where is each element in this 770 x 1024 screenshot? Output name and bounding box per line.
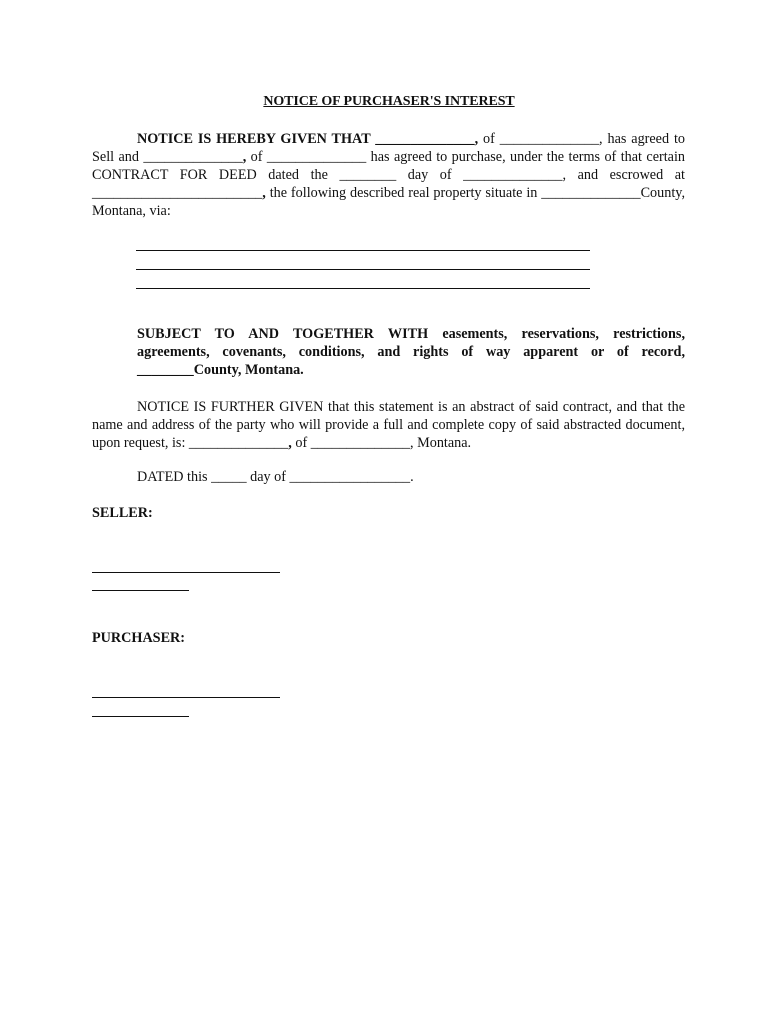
further-notice-rest: of ______________, Montana. [291,435,472,451]
purchaser-signature-line [92,697,280,698]
purchaser-name-line [92,716,189,717]
notice-lead: NOTICE IS HEREBY GIVEN THAT ______________, [137,131,479,147]
further-notice-paragraph [92,398,685,452]
notice-comma-2: , [262,185,266,201]
notice-paragraph [92,130,685,220]
notice-comma: , [242,149,247,165]
seller-signature-line [92,572,280,573]
dated-line: DATED this _____ day of _________________. [137,469,414,485]
further-notice-text: NOTICE IS FURTHER GIVEN that this statement is an abstract of said contract, and that the name and address of the party who will provide a full and complete copy of said abstracted document, upon request, is: ______________ [92,399,685,451]
document-title: NOTICE OF PURCHASER'S INTEREST [263,94,515,109]
property-description-line [136,288,590,289]
property-description-line [136,269,590,270]
notice-rest-2: the following described real property situate in ______________County, Montana, via: [92,185,685,219]
seller-label: SELLER: [92,505,153,521]
subject-to-paragraph: SUBJECT TO AND TOGETHER WITH easements, reservations, restrictions, agreements, covenants, conditions, and rights of way apparent or of record, ________County, Montana. [137,326,685,378]
purchaser-label: PURCHASER: [92,630,186,646]
property-description-line [136,250,590,251]
seller-name-line [92,590,189,591]
notice-rest: of ______________ has agreed to purchase, under the terms of that certain CONTRACT FOR DEED dated the ________ day of ______________, and escrowed at ________________________ [92,149,685,201]
further-notice-comma: , [288,435,292,451]
notice-text: of ______________, has agreed to Sell and ______________ [92,131,685,165]
